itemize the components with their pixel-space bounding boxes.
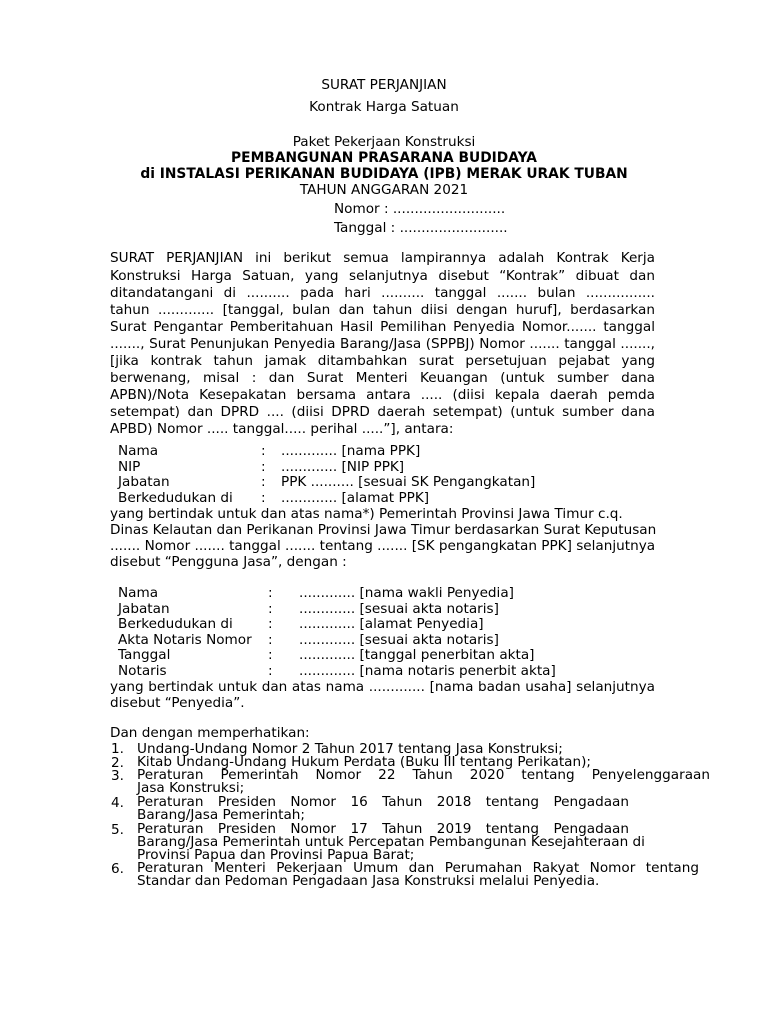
ppk-value: PPK .......... [sesuai SK Pengangkatan] <box>281 474 536 490</box>
ppk-paragraph-line: Dinas Kelautan dan Perikanan Provinsi Jawa Timur berdasarkan Surat Keputusan <box>110 522 657 538</box>
ppk-paragraph-line: yang bertindak untuk dan atas nama*) Pemerintah Provinsi Jawa Timur c.q. <box>110 506 623 522</box>
intro-line: APBD) Nomor ..... tanggal..... perihal .....”], antara: <box>110 421 454 437</box>
intro-line: SURAT PERJANJIAN ini berikut semua lampirannya adalah Kontrak Kerja <box>110 250 655 266</box>
project-name-line1: PEMBANGUNAN PRASARANA BUDIDAYA <box>231 150 537 166</box>
intro-line: Surat Pengantar Pemberitahuan Hasil Pemilihan Penyedia Nomor....... tanggal <box>110 319 655 335</box>
list-item-line: Barang/Jasa Pemerintah; <box>137 807 305 823</box>
penyedia-value: ............. [nama wakli Penyedia] <box>299 585 514 601</box>
ppk-label: Nama <box>118 443 159 459</box>
penyedia-colon: : <box>268 632 273 648</box>
package-label: Paket Pekerjaan Konstruksi <box>292 134 476 150</box>
intro-line: setempat) dan DPRD .... (diisi DPRD daerah setempat) (untuk sumber dana <box>110 404 655 420</box>
ppk-colon: : <box>261 443 266 459</box>
penyedia-value: ............. [sesuai akta notaris] <box>299 632 499 648</box>
penyedia-label: Berkedudukan di <box>118 616 233 632</box>
ppk-colon: : <box>261 474 266 490</box>
penyedia-paragraph-line: disebut “Penyedia”. <box>110 695 245 711</box>
ppk-label: Jabatan <box>118 474 170 490</box>
ppk-paragraph-line: disebut “Pengguna Jasa”, dengan : <box>110 554 347 570</box>
penyedia-label: Akta Notaris Nomor <box>118 632 252 648</box>
penyedia-label: Notaris <box>118 663 167 679</box>
penyedia-colon: : <box>268 601 273 617</box>
list-item-line: Peraturan Menteri Pekerjaan Umum dan Perumahan Rakyat Nomor tentang <box>137 860 699 876</box>
intro-line: tahun ............. [tanggal, bulan dan tahun diisi dengan huruf], berdasarkan <box>110 302 655 318</box>
list-item-line: Peraturan Presiden Nomor 16 Tahun 2018 tentang Pengadaan <box>137 794 629 810</box>
intro-line: berwenang, misal : dan Surat Menteri Keuangan (untuk sumber dana <box>110 370 655 386</box>
penyedia-value: ............. [alamat Penyedia] <box>299 616 484 632</box>
penyedia-colon: : <box>268 585 273 601</box>
penyedia-value: ............. [sesuai akta notaris] <box>299 601 499 617</box>
penyedia-colon: : <box>268 647 273 663</box>
contract-date: Tanggal : ......................... <box>334 220 508 236</box>
intro-line: ......., Surat Penunjukan Penyedia Barang/Jasa (SPPBJ) Nomor ....... tanggal ......., <box>110 336 655 352</box>
list-number: 6. <box>111 861 124 877</box>
fiscal-year: TAHUN ANGGARAN 2021 <box>299 182 469 198</box>
ppk-label: NIP <box>118 459 141 475</box>
list-number: 4. <box>111 795 124 811</box>
ppk-label: Berkedudukan di <box>118 490 233 506</box>
list-number: 3. <box>111 768 124 784</box>
penyedia-value: ............. [nama notaris penerbit akta] <box>299 663 556 679</box>
intro-line: [jika kontrak tahun jamak ditambahkan surat persetujuan pejabat yang <box>110 353 655 369</box>
list-item-line: Provinsi Papua dan Provinsi Papua Barat; <box>137 847 415 863</box>
list-item-line: Barang/Jasa Pemerintah untuk Percepatan Pembangunan Kesejahteraan di <box>137 834 645 850</box>
ppk-paragraph-line: ....... Nomor ....... tanggal ....... tentang ....... [SK pengangkatan PPK] selanjutnya <box>110 538 656 554</box>
list-item-line: Peraturan Presiden Nomor 17 Tahun 2019 tentang Pengadaan <box>137 821 629 837</box>
project-name-line2: di INSTALASI PERIKANAN BUDIDAYA (IPB) MERAK URAK TUBAN <box>140 166 628 182</box>
penyedia-colon: : <box>268 616 273 632</box>
penyedia-label: Tanggal <box>118 647 171 663</box>
penyedia-colon: : <box>268 663 273 679</box>
list-item-line: Undang-Undang Nomor 2 Tahun 2017 tentang Jasa Konstruksi; <box>137 741 563 757</box>
penyedia-value: ............. [tanggal penerbitan akta] <box>299 647 535 663</box>
considering-heading: Dan dengan memperhatikan: <box>110 725 310 741</box>
intro-line: Konstruksi Harga Satuan, yang selanjutnya disebut “Kontrak” dibuat dan <box>110 268 655 284</box>
ppk-value: ............. [alamat PPK] <box>281 490 430 506</box>
list-item-line: Kitab Undang-Undang Hukum Perdata (Buku III tentang Perikatan); <box>137 754 591 770</box>
list-item-line: Standar dan Pedoman Pengadaan Jasa Konstruksi melalui Penyedia. <box>137 873 600 889</box>
contract-number: Nomor : .......................... <box>334 201 506 217</box>
penyedia-label: Nama <box>118 585 159 601</box>
list-number: 1. <box>111 741 124 757</box>
intro-line: APBN)/Nota Kesepakatan bersama antara ..... (diisi kepala daerah pemda <box>110 387 655 403</box>
list-item-line: Peraturan Pemerintah Nomor 22 Tahun 2020 tentang Penyelenggaraan <box>137 767 710 783</box>
penyedia-label: Jabatan <box>118 601 170 617</box>
ppk-colon: : <box>261 459 266 475</box>
list-item-line: Jasa Konstruksi; <box>137 780 245 796</box>
document-title: SURAT PERJANJIAN <box>321 77 447 93</box>
penyedia-paragraph-line: yang bertindak untuk dan atas nama ............. [nama badan usaha] selanjutnya <box>110 679 655 695</box>
intro-line: ditandatangani di .......... pada hari .......... tanggal ....... bulan ................ <box>110 285 655 301</box>
ppk-value: ............. [NIP PPK] <box>281 459 405 475</box>
document-subtitle: Kontrak Harga Satuan <box>309 99 459 115</box>
list-number: 2. <box>111 755 124 771</box>
list-number: 5. <box>111 822 124 838</box>
ppk-colon: : <box>261 490 266 506</box>
ppk-value: ............. [nama PPK] <box>281 443 421 459</box>
